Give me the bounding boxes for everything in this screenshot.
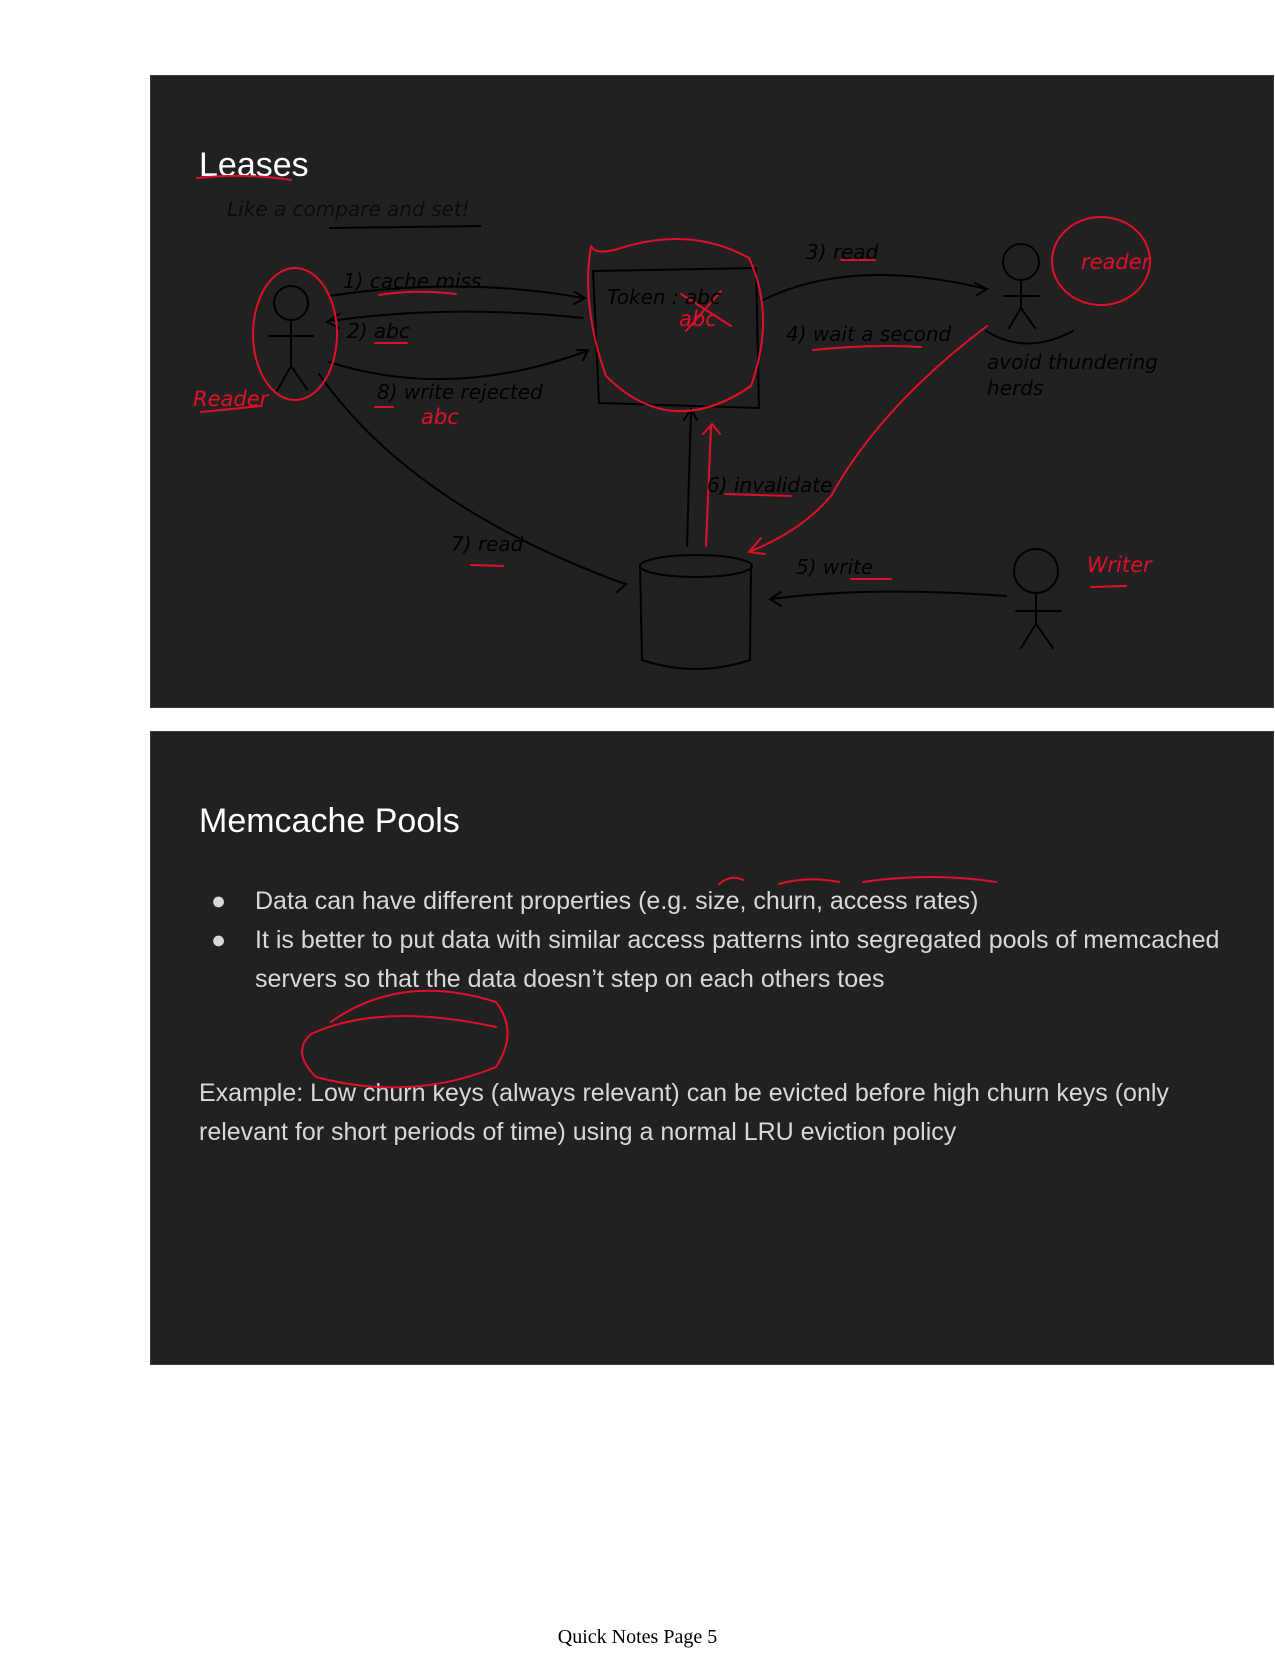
- arrow-read-right: [761, 275, 986, 301]
- bullet-text-2: It is better to put data with similar access patterns into segregated pools of memcached servers so that the data doesn’t step on each others toes: [255, 926, 1220, 993]
- label-writer: Writer: [1087, 553, 1152, 577]
- writer-head: [1014, 549, 1058, 593]
- bullet-item: [199, 921, 1229, 999]
- compare-and-set-note: Like a compare and set!: [227, 197, 470, 221]
- label-rejected-abc: abc: [421, 405, 459, 429]
- label-wait-a-second: 4) wait a second: [786, 322, 952, 346]
- slide-title-leases: Leases: [199, 146, 309, 184]
- underline-leases: [197, 176, 291, 180]
- label-reader-left: Reader: [193, 387, 269, 411]
- arrow-write-rejected: [329, 351, 587, 379]
- red-circle-token: [588, 239, 763, 411]
- avoid-line-1: avoid thundering: [987, 350, 1158, 374]
- database-top: [640, 555, 752, 577]
- leases-diagram: [151, 76, 1273, 707]
- database-body: [640, 566, 751, 669]
- bullet-list: [199, 882, 1229, 999]
- red-arrow-wait: [751, 326, 987, 551]
- label-read-db: 7) read: [451, 532, 524, 556]
- label-invalidate: 6) invalidate: [707, 473, 833, 497]
- bullet-dot: ●: [211, 926, 227, 954]
- left-reader-body: [269, 320, 313, 391]
- slide-leases: [150, 75, 1274, 708]
- token-label: Token : abc: [607, 285, 721, 309]
- red-circle-low-churn: [302, 991, 507, 1088]
- label-abc: 2) abc: [347, 319, 410, 343]
- arrow-db-to-token: [687, 410, 691, 546]
- arrow-write-db: [771, 592, 1006, 599]
- label-write-rejected: 8) write rejected: [377, 380, 543, 404]
- slide-title-memcache-pools: Memcache Pools: [199, 802, 460, 840]
- label-cache-miss: 1) cache miss: [343, 269, 482, 293]
- red-circle-left-reader: [253, 268, 337, 400]
- token-struck-value: abc: [679, 307, 717, 331]
- page-footer: Quick Notes Page 5: [557, 1626, 718, 1648]
- label-write: 5) write: [796, 555, 874, 579]
- avoid-line-2: herds: [987, 376, 1044, 400]
- bullet-text-1: Data can have different properties (e.g. size, churn, access rates): [255, 887, 979, 915]
- bullet-item: [199, 882, 1229, 921]
- label-reader-right: reader: [1081, 250, 1151, 274]
- bullet-dot: ●: [211, 887, 227, 915]
- right-reader-wave: [986, 331, 1073, 344]
- label-read-right: 3) read: [806, 240, 879, 264]
- slide-memcache-pools: [150, 731, 1274, 1365]
- right-reader-head: [1003, 244, 1039, 280]
- left-reader-head: [274, 286, 308, 320]
- writer-body: [1016, 593, 1061, 648]
- right-reader-body: [1004, 280, 1039, 328]
- example-text: Example: Low churn keys (always relevant) can be evicted before high churn keys (only relevant for short periods of time) using a normal LRU eviction policy: [199, 1079, 1169, 1146]
